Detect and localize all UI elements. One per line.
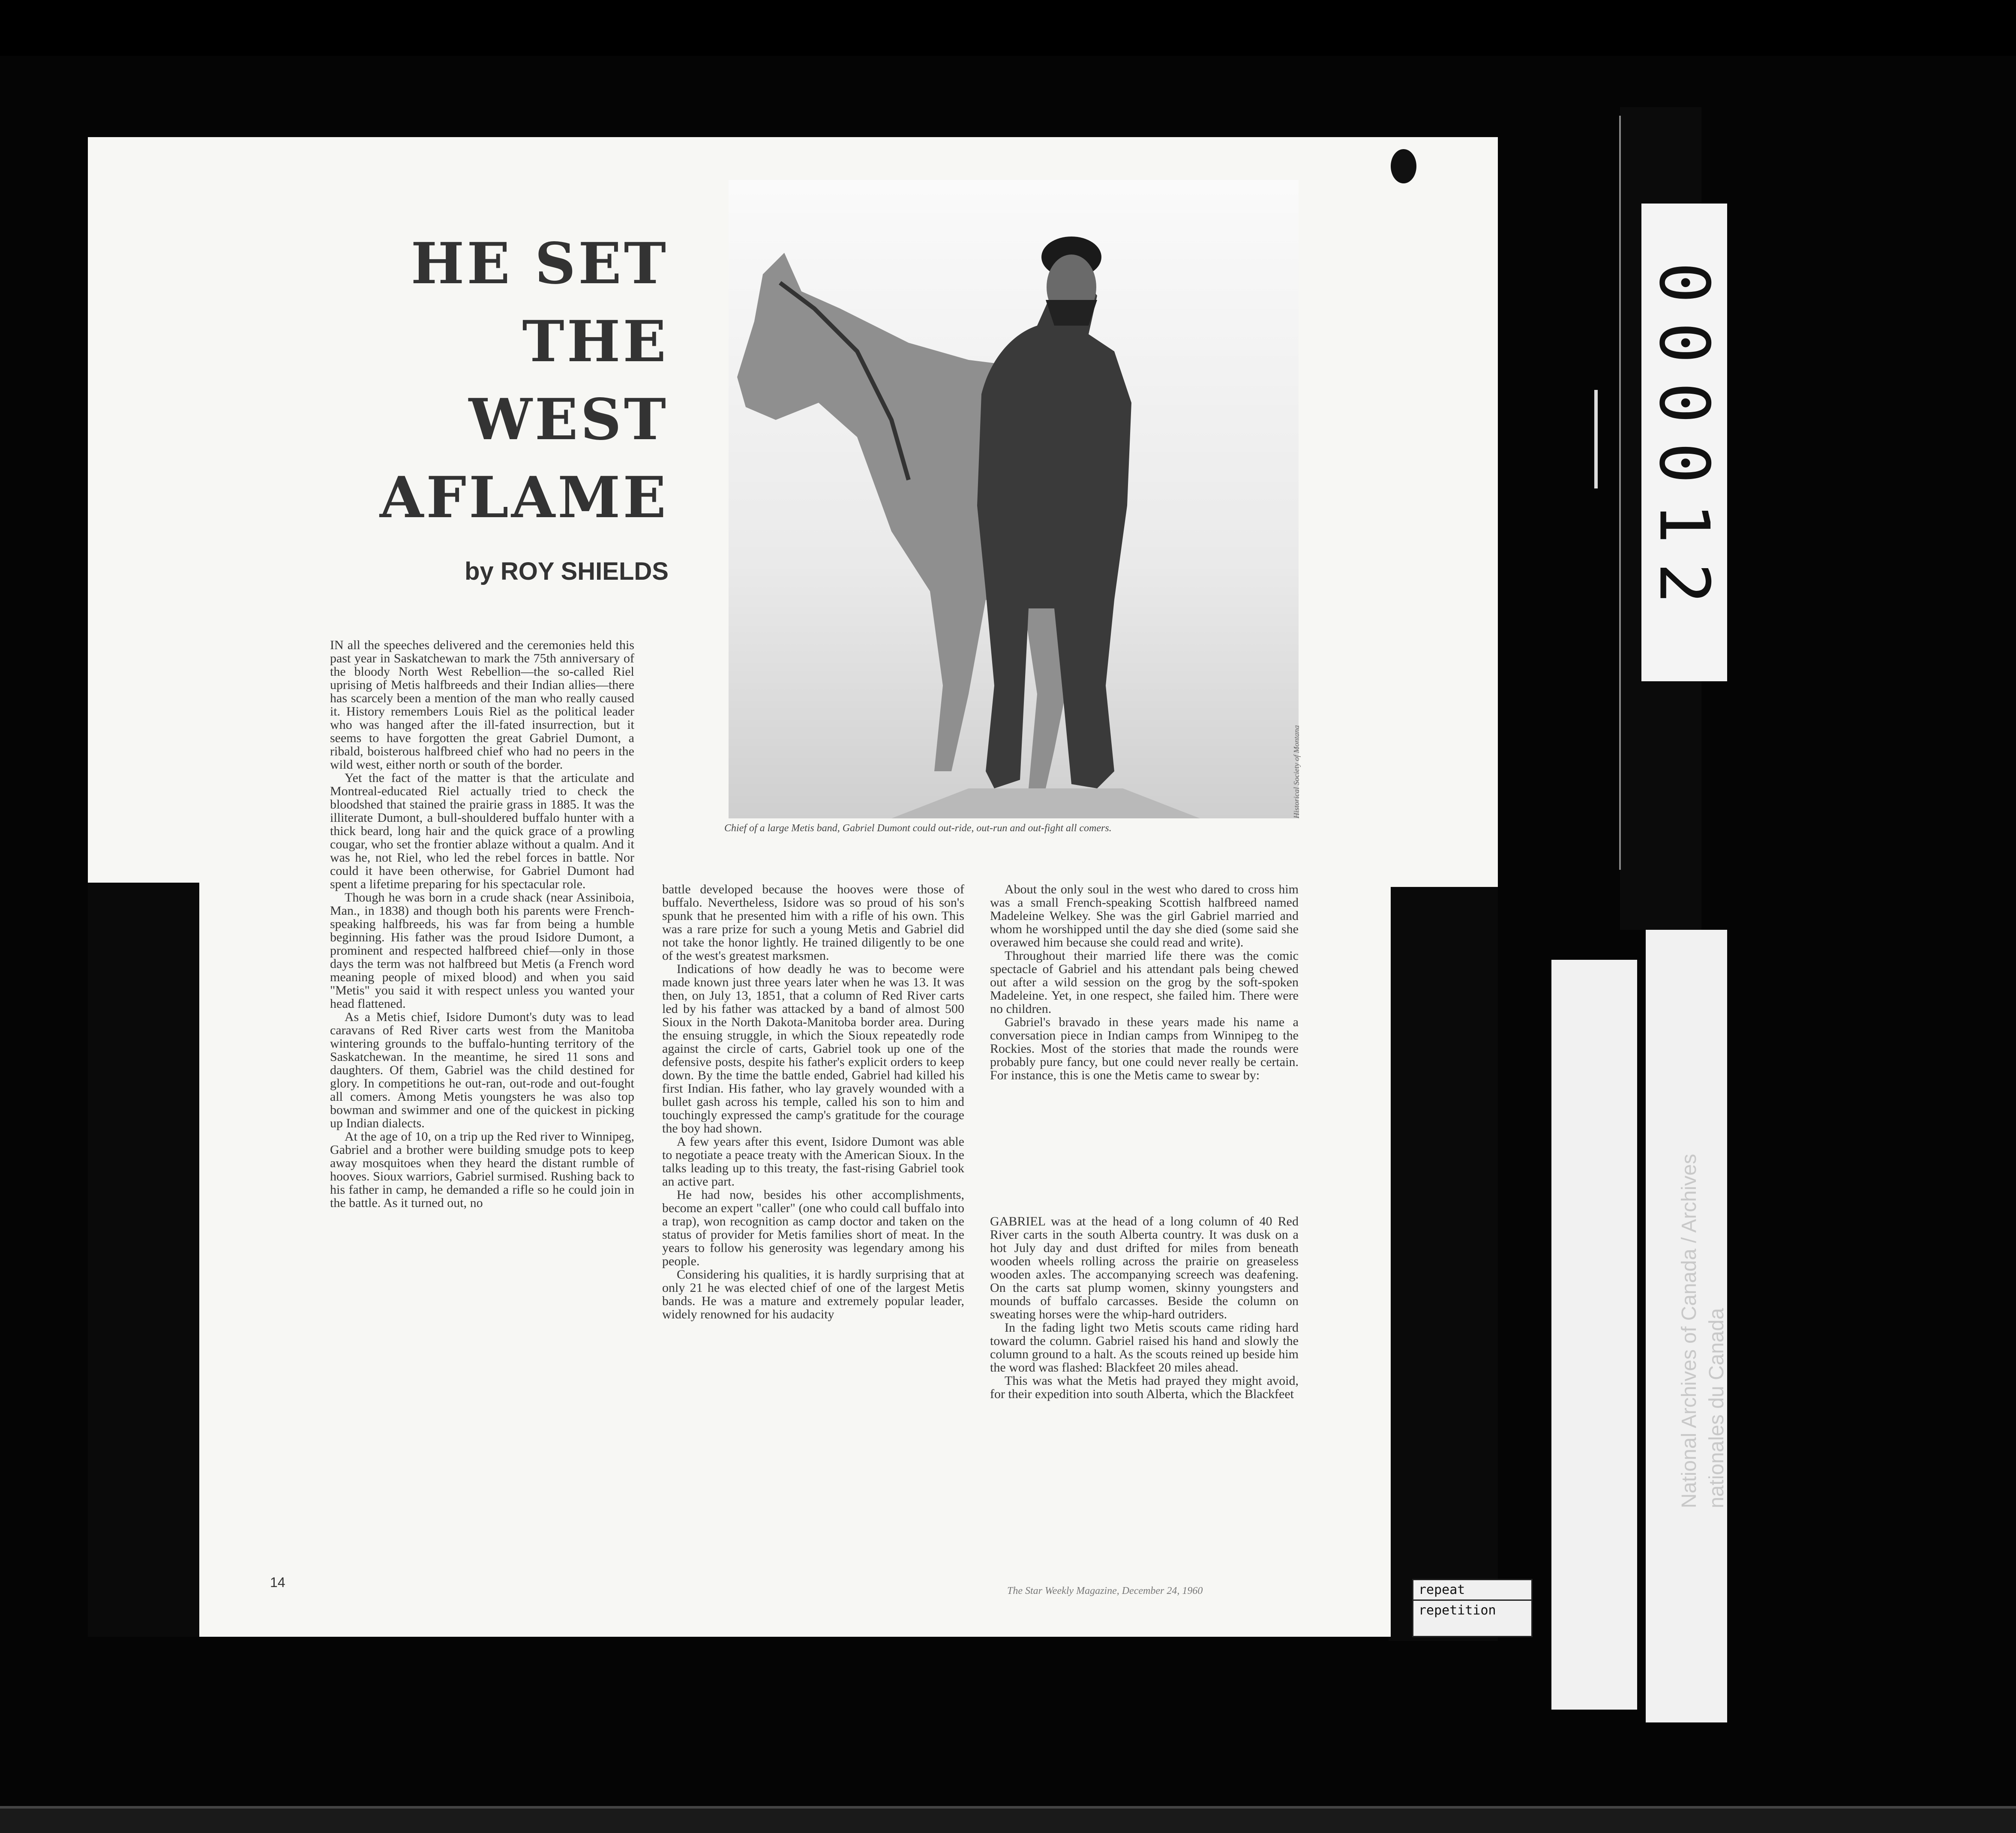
photo-credit: Historical Society of Montana: [1292, 725, 1301, 818]
paragraph: IN all the speeches delivered and the ceremonies held this past year in Saskatchewan to mark the 75th anniversary of the bloody North West Rebellion—the so-called Riel uprising of Metis halfbreeds and their Indian allies—there has scarcely been a mention of the man who really caused it. History remembers Louis Riel as the political leader who was hanged after the ill-fated insurrection, but it seems to have forgotten the great Gabriel Dumont, a ribald, boisterous halfbreed chief who had no peers in the wild west, either north or south of the border.: [330, 638, 634, 772]
paragraph: In the fading light two Metis scouts came riding hard toward the column. Gabriel raised his hand and slowly the column ground to a halt. As the scouts reined up beside him the word was flashed: Blackfeet 20 miles ahead.: [990, 1321, 1299, 1375]
archive-label: National Archives of Canada / Archives nationales du Canada: [1678, 1153, 1728, 1508]
page-footer: The Star Weekly Magazine, December 24, 1960: [1007, 1585, 1203, 1596]
paragraph: Throughout their married life there was the comic spectacle of Gabriel and his attendant pals being chewed out after a wild session on the grog by the soft-spoken Madeleine. Yet, in one respect, she failed him. There were no children.: [990, 949, 1299, 1016]
paragraph: As a Metis chief, Isidore Dumont's duty was to lead caravans of Red River carts west from the Manitoba wintering grounds to the buffalo-hunting territory of the Saskatchewan. In the meantime, he sired 11 sons and daughters. Of them, Gabriel was the child destined for glory. In competitions he out-ran, out-rode and out-fought all comers. Among Metis youngsters he was also top bowman and swimmer and one of the quickest in picking up Indian dialects.: [330, 1010, 634, 1130]
page-shadow-left: [88, 883, 199, 1637]
frame-number-label: [1641, 204, 1727, 681]
leader-strip: [1551, 960, 1637, 1710]
paragraph: Yet the fact of the matter is that the articulate and Montreal-educated Riel actually tried to check the bloodshed that stained the prairie grass in 1885. It was the illiterate Dumont, a bull-shouldered buffalo hunter with a thick beard, long hair and the quick grace of a prowling cougar, who set the frontier ablaze without a qualm. And it was he, not Riel, who led the rebel forces in battle. Nor could it have been otherwise, for Gabriel Dumont had spent a lifetime preparing for his spectacular role.: [330, 771, 634, 891]
paragraph: This was what the Metis had prayed they might avoid, for their expedition into south Alberta, which the Blackfeet: [990, 1374, 1299, 1401]
film-border-bottom: [0, 1806, 2016, 1833]
paragraph: Indications of how deadly he was to become were made known just three years later when he was 13. It was then, on July 13, 1851, that a column of Red River carts led by his father was attacked by a band of almost 500 Sioux in the North Dakota-Manitoba border area. During the ensuing struggle, in which the Sioux repeatedly rode against the circle of carts, Gabriel took up one of the defensive posts, despite his father's explicit orders to keep down. By the time the battle ended, Gabriel had killed his first Indian. His father, who lay gravely wounded with a bullet gash across his temple, called his son to him and touchingly expressed the camp's gratitude for the courage the boy had shown.: [662, 962, 964, 1135]
punch-hole: [1391, 149, 1416, 183]
paragraph: About the only soul in the west who dared to cross him was a small French-speaking Scottish halfbreed named Madeleine Welkey. She was the girl Gabriel married and whom he worshipped until the day she died (some said she overawed him because she could read and write).: [990, 882, 1299, 949]
film-edge-mark: [1594, 390, 1598, 488]
article-headline: HE SET THE WEST AFLAME: [379, 231, 669, 531]
article-byline: by ROY SHIELDS: [465, 557, 669, 585]
paragraph: Gabriel's bravado in these years made his name a conversation piece in Indian camps from Winnipeg to the Rockies. Most of the stories that made the rounds were probably pure fancy, but one could never really be certain. For instance, this is one the Metis came to swear by:: [990, 1015, 1299, 1082]
photo-caption: Chief of a large Metis band, Gabriel Dumont could out-ride, out-run and out-fight all comers.: [724, 823, 1112, 834]
article-column-2: [662, 883, 964, 1321]
paragraph: GABRIEL was at the head of a long column of 40 Red River carts in the south Alberta country. It was dusk on a hot July day and dust drifted for miles from beneath wooden wheels rolling across the prairie on greaseless wooden axles. The accompanying screech was deafening. On the carts sat plump women, skinny youngsters and mounds of buffalo carcasses. Beside the column on sweating horses were the whip-hard outriders.: [990, 1214, 1299, 1321]
photo-illustration: [729, 180, 1299, 818]
paragraph: A few years after this event, Isidore Dumont was able to negotiate a peace treaty with the American Sioux. In the talks leading up to this treaty, the fast-rising Gabriel took an active part.: [662, 1135, 964, 1189]
paragraph: battle developed because the hooves were those of buffalo. Nevertheless, Isidore was so proud of his son's spunk that he presented him with a rifle of his own. This was a rare prize for such a young Metis and Gabriel did not take the honor lightly. He trained diligently to be one of the west's greatest marksmen.: [662, 882, 964, 963]
stamp-line: repetition: [1419, 1603, 1496, 1618]
paragraph: Though he was born in a crude shack (near Assiniboia, Man., in 1838) and though both his parents were French-speaking halfbreeds, his was far from being a humble beginning. His father was the proud Isidore Dumont, a prominent and respected halfbreed chief—only in those days the term was not halfbreed but Metis (a French word meaning people of mixed blood) and when you said "Metis" you said it with respect unless you wanted your head flattened.: [330, 890, 634, 1011]
repeat-stamp: [1412, 1579, 1533, 1637]
photo-man-with-horse: [729, 180, 1299, 818]
article-column-3-section: [990, 1215, 1299, 1401]
paragraph: He had now, besides his other accomplishments, become an expert "caller" (one who could call buffalo into a trap), won recognition as camp doctor and taken on the status of provider for Metis families short of meat. In the years to follow his generosity was legendary among his people.: [662, 1188, 964, 1268]
film-border-top: [0, 0, 2016, 56]
article-column-1: [330, 638, 634, 1210]
page-number: 14: [270, 1575, 285, 1590]
frame-number: 000012: [1644, 262, 1725, 623]
film-edge-line: [1619, 116, 1621, 870]
article-column-3: [990, 883, 1299, 1082]
paragraph: At the age of 10, on a trip up the Red river to Winnipeg, Gabriel and a brother were building smudge pots to keep away mosquitoes when they heard the distant rumble of hooves. Sioux warriors, Gabriel surmised. Rushing back to his father in camp, he demanded a rifle so he could join in the battle. As it turned out, no: [330, 1129, 634, 1210]
paragraph: Considering his qualities, it is hardly surprising that at only 21 he was elected chief of one of the largest Metis bands. He was a mature and extremely popular leader, widely renowned for his audacity: [662, 1267, 964, 1321]
stamp-line: repeat: [1413, 1580, 1531, 1601]
page-shadow-right: [1389, 887, 1498, 1641]
